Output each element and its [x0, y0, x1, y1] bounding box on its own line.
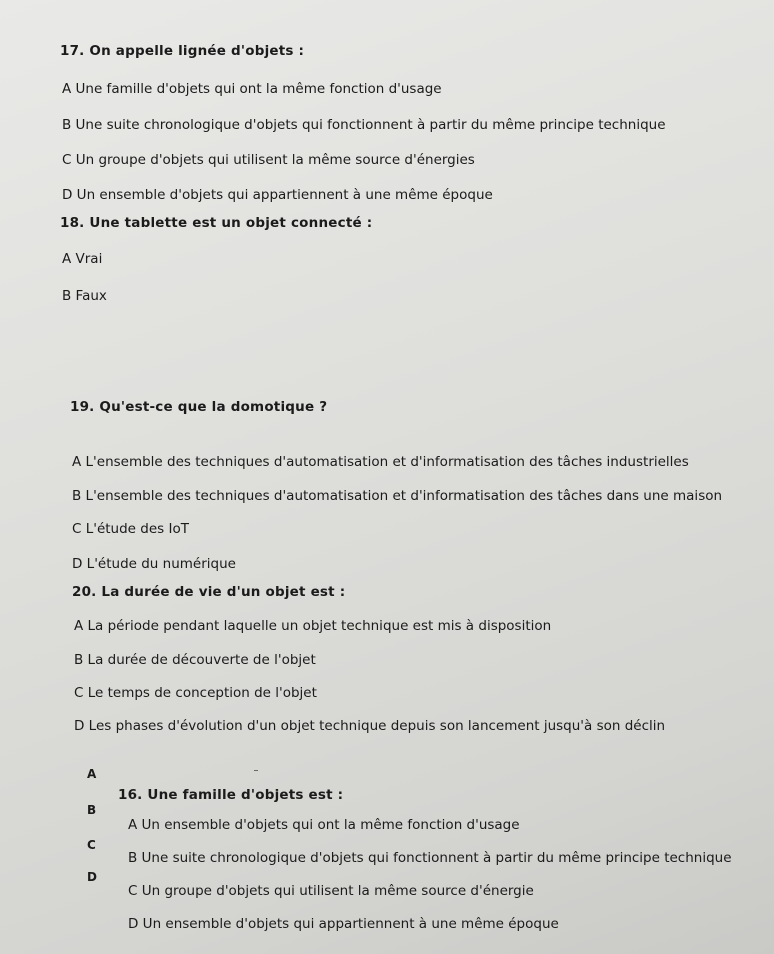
stray-mark — [254, 770, 258, 771]
question-19-title: 19. Qu'est-ce que la domotique ? — [70, 399, 328, 415]
question-19-option-d: D L'étude du numérique — [72, 556, 236, 572]
question-19-option-c: C L'étude des IoT — [72, 521, 189, 537]
question-17-option-a: A Une famille d'objets qui ont la même fonction d'usage — [62, 81, 442, 97]
question-20-option-c: C Le temps de conception de l'objet — [74, 685, 317, 701]
question-20-option-b: B La durée de découverte de l'objet — [74, 652, 316, 668]
question-17-option-b: B Une suite chronologique d'objets qui fonctionnent à partir du même principe technique — [62, 117, 666, 133]
question-18-option-a: A Vrai — [62, 251, 103, 267]
side-letter-c: C — [87, 838, 96, 852]
question-20-title: 20. La durée de vie d'un objet est : — [72, 584, 346, 600]
question-19-option-a: A L'ensemble des techniques d'automatisation et d'informatisation des tâches industrielles — [72, 454, 689, 470]
question-16-option-b: B Une suite chronologique d'objets qui fonctionnent à partir du même principe technique — [128, 850, 732, 866]
question-16-option-c: C Un groupe d'objets qui utilisent la même source d'énergie — [128, 883, 534, 899]
side-letter-a: A — [87, 767, 97, 781]
question-16-title: 16. Une famille d'objets est : — [118, 787, 344, 803]
question-16-option-d: D Un ensemble d'objets qui appartiennent à une même époque — [128, 916, 559, 932]
side-letter-b: B — [87, 803, 97, 817]
question-17-option-c: C Un groupe d'objets qui utilisent la même source d'énergies — [62, 152, 475, 168]
side-letter-d: D — [87, 870, 97, 884]
question-20-option-d: D Les phases d'évolution d'un objet technique depuis son lancement jusqu'à son déclin — [74, 718, 666, 734]
question-16-option-a: A Un ensemble d'objets qui ont la même fonction d'usage — [128, 817, 520, 833]
question-17-title: 17. On appelle lignée d'objets : — [60, 43, 305, 59]
question-18-title: 18. Une tablette est un objet connecté : — [60, 215, 373, 231]
question-17-option-d: D Un ensemble d'objets qui appartiennent à une même époque — [62, 187, 493, 203]
question-20-option-a: A La période pendant laquelle un objet technique est mis à disposition — [74, 618, 552, 634]
question-19-option-b: B L'ensemble des techniques d'automatisation et d'informatisation des tâches dans une maison — [72, 488, 723, 504]
question-18-option-b: B Faux — [62, 288, 107, 304]
